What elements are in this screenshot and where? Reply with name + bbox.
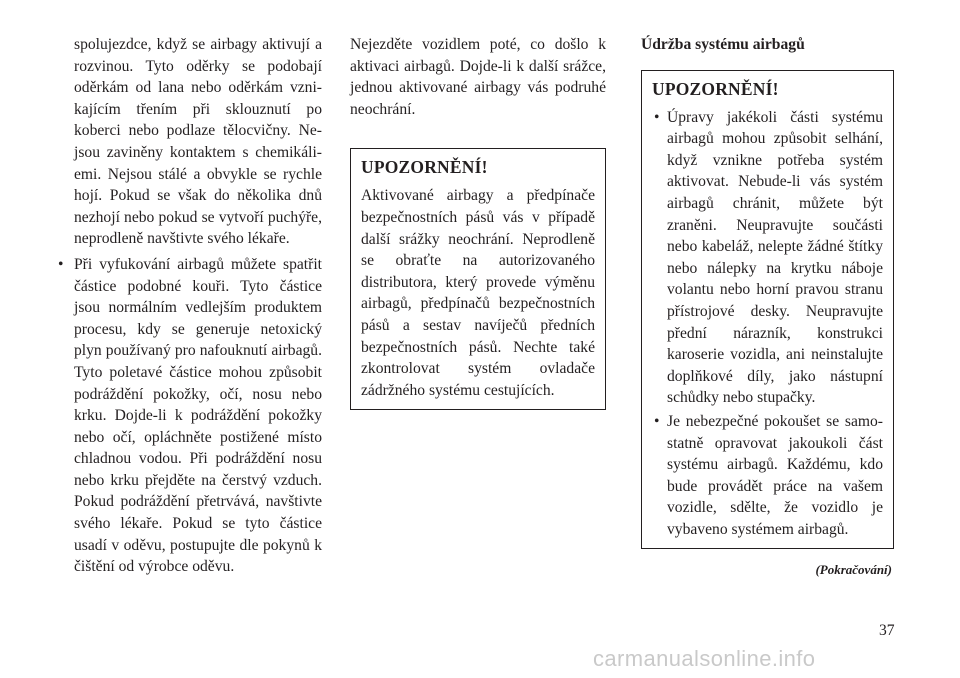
- bullet-marker: •: [654, 412, 660, 430]
- bullet-text: Úpravy jakékoli části systému airbagů mohou způsobit selhání, když vznikne potřeba systém aktivovat. Nebude-li vás systém airbagů chránit, můžete být zraněni. Neupravujte součásti nebo kabeláž, nelepte žádné štítky nebo nálepky na krytku náboje volantu nebo horní pravou stranu přístrojové desky. Neupravujte přední nárazník, konstrukci karoserie vozidla, ani neinstalujte doplňkové díly, jako nástupní schůdky nebo stupačky.: [667, 108, 883, 407]
- warning-bullet-repairs: [652, 411, 883, 541]
- warning-title: UPOZORNĚNÍ!: [652, 78, 779, 99]
- warning-bullet-modifications: [652, 107, 883, 409]
- bullet-text: Při vyfukování airbagů můžete spatřit částice podobné kouři. Tyto částice jsou normálním vedlejším produktem procesu, kdy se generuje netoxický plyn používaný pro nafouknutí airbagů. Tyto poletavé částice mohou způsobit podráždění pokožky, očí, nosu nebo krku. Dojde-li k podráždění pokožky nebo očí, opláchněte postižené místo chladnou vodou. Při podráždění nosu nebo krku přejděte na čerstvý vzduch. Pokud podráždění přetrvává, navštivte svého lékaře. Pokud se tyto částice usadí v oděvu, postupujte dle pokynů k čištění od výrobce oděvu.: [74, 255, 322, 576]
- warning-box: [350, 148, 606, 410]
- middle-column: [350, 34, 606, 410]
- left-column: [52, 34, 322, 578]
- bullet-text: Je nebezpečné pokoušet se samostatně opravovat jakoukoli část systému airbagů. Každému, kdo bude provádět práce na vašem vozidle, sdělte, že vozidlo je vybaveno systémem airbagů.: [667, 412, 883, 538]
- intro-paragraph: Nejezděte vozidlem poté, co došlo k aktivaci airbagů. Dojde-li k další srážce, jednou aktivované airbagy vás podruhé neochrání.: [350, 36, 606, 118]
- bullet-marker: •: [654, 108, 660, 126]
- watermark: carmanualsonline.info: [593, 646, 816, 671]
- continued-label: (Pokračování): [815, 562, 892, 578]
- section-heading: Údržba systému airbagů: [641, 36, 805, 53]
- continued-paragraph: spolujezdce, když se airbagy aktivují a rozvinou. Tyto oděrky se podobají oděrkám od lana nebo oděrkám vznikajícím třením při sklouznutí po koberci nebo podlaze tělocvičny. Nejsou zaviněny kontaktem s chemikáliemi. Nejsou stálé a obvykle se rychle hojí. Pokud se však do několika dnů nezhojí nebo pokud se vytvoří puchýře, neprodleně navštivte svého lékaře.: [74, 36, 322, 248]
- page-number: 37: [879, 622, 895, 639]
- warning-box-maintenance: [641, 70, 894, 550]
- warning-title: UPOZORNĚNÍ!: [361, 157, 488, 178]
- right-column: [641, 34, 894, 581]
- bullet-marker: •: [58, 255, 64, 273]
- warning-text: Aktivované airbagy a předpínače bezpečnostních pásů vás v případě další srážky neochrání. Neprodleně se obraťte na autorizovaného distributora, který provede výměnu airbagů, předpínačů bezpečnostních pásů a sestav navíječů předních bezpečnostních pásů. Nechte také zkontrolovat systém ovladače zádržného systému cestujících.: [361, 187, 595, 399]
- bullet-item-smoke-particles: [52, 254, 322, 578]
